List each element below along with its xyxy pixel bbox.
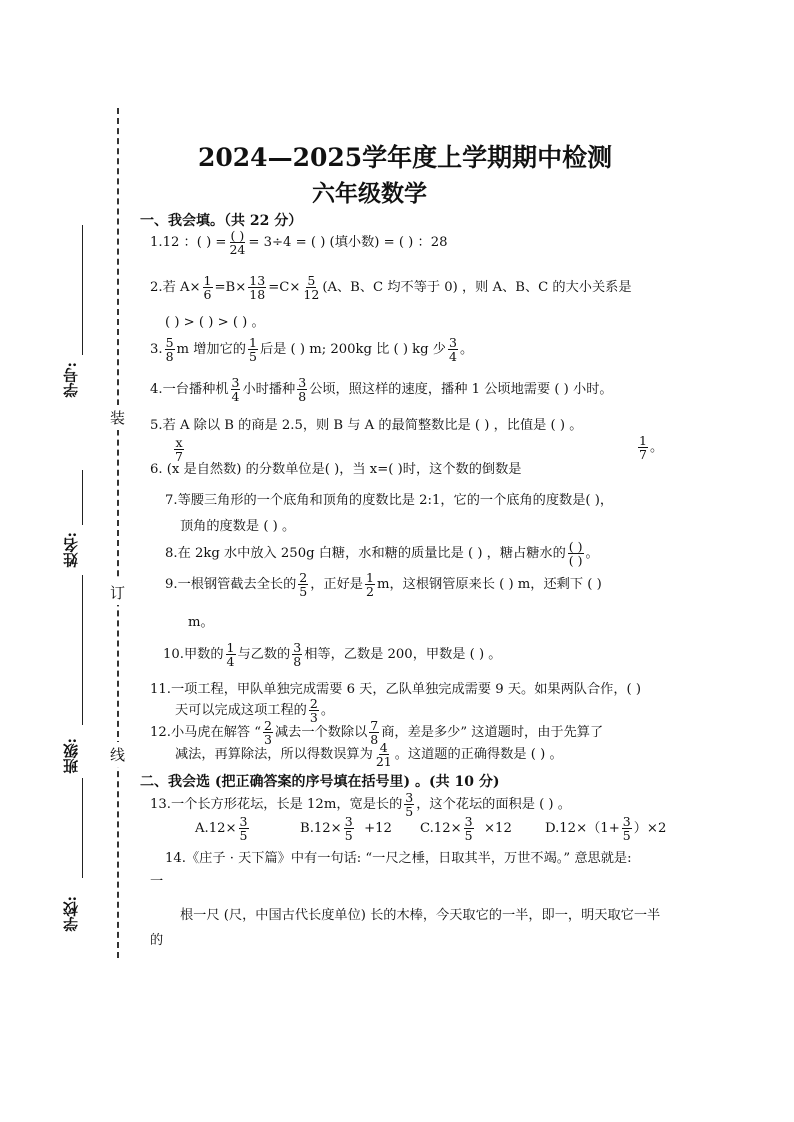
question-14-dash: 一 — [150, 874, 164, 889]
class-label: 班级: — [62, 738, 80, 774]
name-label: 姓名: — [62, 532, 80, 568]
question-10: 10.甲数的 $\frac{1}{4}$ 与乙数的 $\frac{3}{8}$ 相等，乙数是 200，甲数是 ( ) 。 — [163, 640, 502, 669]
class-field[interactable] — [82, 778, 83, 878]
question-1: 1.12 ：( ) = $\frac{( )}{24}$ = 3÷4 = ( ) (填小数) = ( ) ：28 — [150, 228, 448, 257]
option-d[interactable]: D.12×（1+ $\frac{3}{5}$ ）×2 — [545, 814, 667, 843]
question-11: 11.一项工程，甲队单独完成需要 6 天，乙队单独完成需要 9 天。如果两队合作，( ) — [150, 682, 641, 697]
question-6-frac: $\frac{x}{7}$ — [175, 435, 183, 464]
question-7: 7.等腰三角形的一个底角和顶角的度数比是 2:1，它的一个底角的度数是( )， — [165, 493, 614, 508]
question-6: 6. (x 是自然数) 的分数单位是( )，当 x=( )时，这个数的倒数是 — [150, 462, 522, 477]
question-13: 13.一个长方形花坛，长是 12m，宽是长的 $\frac{3}{5}$ ，这个花坛的面积是 ( ) 。 — [150, 790, 571, 819]
option-c[interactable]: C.12× $\frac{3}{5}$ ×12 — [420, 814, 512, 843]
question-3: 3. $\frac{5}{8}$ m 增加它的 $\frac{1}{5}$ 后是 ( ) m; 200kg 比 ( ) kg 少 $\frac{3}{4}$ 。 — [150, 335, 474, 364]
student-id-field[interactable] — [82, 225, 83, 355]
question-11-line2: 天可以完成这项工程的 $\frac{2}{3}$ 。 — [175, 696, 335, 725]
question-14-line2: 根一尺 (尺，中国古代长度单位) 长的木棒，今天取它的一半，即一，明天取它一半 — [180, 908, 661, 923]
question-2-line2: ( ) > ( ) > ( ) 。 — [165, 315, 265, 330]
exam-title: 2024—2025学年度上学期期中检测 — [198, 143, 613, 172]
question-5: 5.若 A 除以 B 的商是 2.5，则 B 与 A 的最简整数比是 ( ) ，比值是 ( ) 。 — [150, 418, 583, 433]
question-4: 4.一台播种机 $\frac{3}{4}$ 小时播种 $\frac{3}{8}$ 公顷，照这样的速度，播种 1 公顷地需要 ( ) 小时。 — [150, 375, 613, 404]
option-b[interactable]: B.12× $\frac{3}{5}$ +12 — [300, 814, 392, 843]
question-12: 12.小马虎在解答 “ $\frac{2}{3}$ 减去一个数除以 $\frac{7}{8}$ 商，差是多少” 这道题时，由于先算了 — [150, 718, 604, 747]
name-field-top — [82, 470, 83, 525]
binding-char-ding: 订 — [110, 580, 125, 605]
question-6-frac2: $\frac{1}{7}$ 。 — [639, 433, 664, 462]
question-14: 14.《庄子 · 天下篇》中有一句话: “一尺之棰，日取其半，万世不竭。” 意思就是: — [165, 851, 632, 866]
student-id-label: 学号: — [62, 362, 80, 398]
name-field[interactable] — [82, 575, 83, 725]
exam-subtitle: 六年级数学 — [312, 180, 427, 207]
binding-char-zhuang: 装 — [110, 405, 125, 430]
section1-title: 一、我会填。（共 22 分） — [140, 213, 303, 229]
binding-char-xian: 线 — [110, 742, 125, 767]
question-2: 2.若 A× $\frac{1}{6}$ =B× $\frac{13}{18}$ =C× $\frac{5}{12}$ (A、B、C 均不等于 0) ，则 A、B、C 的大小关系是 — [150, 273, 632, 302]
question-9-line2: m。 — [188, 615, 214, 630]
question-7-line2: 顶角的度数是 ( ) 。 — [180, 519, 296, 534]
school-label: 学校: — [62, 896, 80, 932]
question-9: 9.一根钢管截去全长的 $\frac{2}{5}$ ，正好是 $\frac{1}{2}$ m，这根钢管原来长 ( ) m，还剩下 ( ) — [165, 570, 602, 599]
option-a[interactable]: A.12× $\frac{3}{5}$ — [195, 814, 248, 843]
question-8: 8.在 2kg 水中放入 250g 白糖，水和糖的质量比是 ( ) ，糖占糖水的 $\frac{( )}{( )}$ 。 — [165, 539, 599, 568]
binding-dashed-line — [117, 108, 119, 958]
question-14-line3: 的 — [150, 933, 164, 948]
section2-title: 二、我会选 (把正确答案的序号填在括号里) 。(共 10 分) — [140, 774, 500, 790]
question-12-line2: 减法，再算除法，所以得数误算为 $\frac{4}{21}$ 。这道题的正确得数是 ( ) 。 — [175, 740, 563, 769]
